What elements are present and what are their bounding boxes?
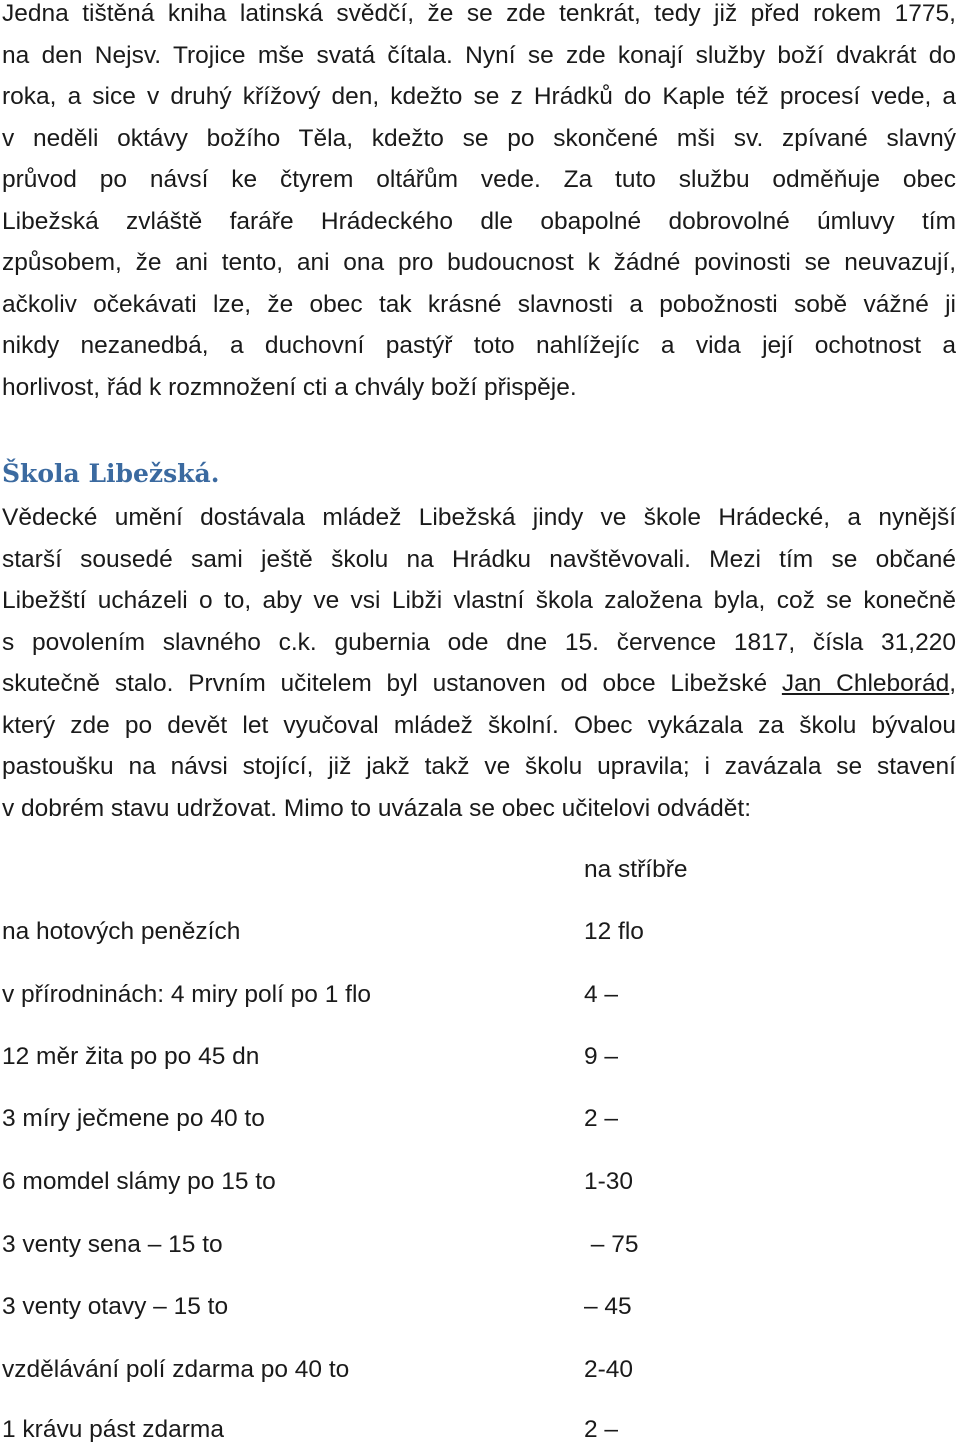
text-line: horlivost, řád k rozmnožení cti a chvály boží přispěje.	[2, 373, 577, 401]
text-segment: skutečně stalo. Prvním učitelem byl ustanoven od obce Libežské	[2, 670, 782, 697]
text-line: který zde po devět let vyučoval mládež školní. Obec vykázala za školu bývalou	[2, 711, 956, 739]
text-line: nikdy nezanedbá, a duchovní pastýř toto nahlížejíc a vida její ochotnost a	[2, 332, 956, 359]
row-label: 6 momdel slámy po 15 to	[2, 1168, 276, 1195]
paragraph-chapel-services	[2, 0, 956, 408]
table-row	[2, 1410, 956, 1450]
table-row	[2, 1287, 956, 1327]
row-value: 2 –	[584, 1416, 619, 1443]
table-row	[2, 1099, 956, 1139]
text-line: v neděli oktávy božího Těla, kdežto se po skončené mši sv. zpívané slavný	[2, 124, 956, 152]
text-line: Jedna tištěná kniha latinská svědčí, že se zde tenkrát, tedy již před rokem 1775,	[2, 0, 956, 27]
row-label: vzdělávání polí zdarma po 40 to	[2, 1356, 350, 1383]
teacher-name: Jan Chleborád	[781, 670, 950, 697]
text-line: na den Nejsv. Trojice mše svatá čítala. Nyní se zde konají služby boží dvakrát do	[2, 41, 956, 69]
row-value: 9 –	[584, 1043, 619, 1070]
row-value: 2-40	[584, 1356, 634, 1383]
table-row	[2, 1350, 956, 1390]
table-row	[2, 1225, 956, 1265]
table-row	[2, 1037, 956, 1077]
row-value: 1-30	[584, 1168, 634, 1195]
text-line: v dobrém stavu udržovat. Mimo to uvázala se obec učitelovi odvádět:	[2, 794, 751, 822]
text-segment: ,	[949, 670, 957, 697]
text-line: Libežští ucházeli o to, aby ve vsi Libži vlastní škola založena byla, což se konečně	[2, 587, 956, 614]
text-line: s povolením slavného c.k. gubernia ode dne 15. července 1817, čísla 31,220	[2, 628, 956, 656]
row-label: na hotových penězích	[2, 918, 241, 945]
row-label: 1 krávu pást zdarma	[2, 1416, 224, 1443]
text-line: pastoušku na návsi stojící, již jakž takž ve školu upravila; i zavázala se stavení	[2, 753, 956, 780]
table-row	[2, 1162, 956, 1202]
table-row	[2, 912, 956, 952]
row-value: 12 flo	[584, 918, 644, 945]
row-value: – 75	[584, 1231, 639, 1258]
text-line-with-name	[2, 663, 956, 705]
table-header-row	[2, 850, 956, 890]
text-line: průvod po návsí ke čtyrem oltářům vede. Za tuto službu odměňuje obec	[2, 166, 956, 193]
row-value: – 45	[584, 1293, 632, 1320]
table-row	[2, 975, 956, 1015]
row-value: 4 –	[584, 981, 619, 1008]
row-label: 12 měr žita po po 45 dn	[2, 1043, 260, 1070]
text-line: Vědecké umění dostávala mládež Libežská jindy ve škole Hrádecké, a nynější	[2, 504, 956, 531]
row-label: v přírodninách: 4 miry polí po 1 flo	[2, 981, 372, 1008]
row-value: 2 –	[584, 1105, 619, 1132]
text-line: roka, a sice v druhý křížový den, kdežto se z Hrádků do Kaple též procesí vede, a	[2, 83, 956, 110]
column-header: na stříbře	[584, 856, 688, 883]
text-line: Libežská zvláště faráře Hrádeckého dle obapolné dobrovolné úmluvy tím	[2, 207, 956, 235]
paragraph-school-history	[2, 497, 956, 829]
section-heading: Škola Libežská.	[2, 459, 220, 488]
text-line: způsobem, že ani tento, ani ona pro budoucnost k žádné povinosti se neuvazují,	[2, 249, 956, 276]
text-line: ačkoliv očekávati lze, že obec tak krásné slavnosti a pobožnosti sobě vážné ji	[2, 290, 956, 318]
row-label: 3 venty sena – 15 to	[2, 1231, 223, 1258]
row-label: 3 venty otavy – 15 to	[2, 1293, 229, 1320]
row-label: 3 míry ječmene po 40 to	[2, 1105, 265, 1132]
text-line: starší sousedé sami ještě školu na Hrádku navštěvovali. Mezi tím se občané	[2, 545, 956, 573]
